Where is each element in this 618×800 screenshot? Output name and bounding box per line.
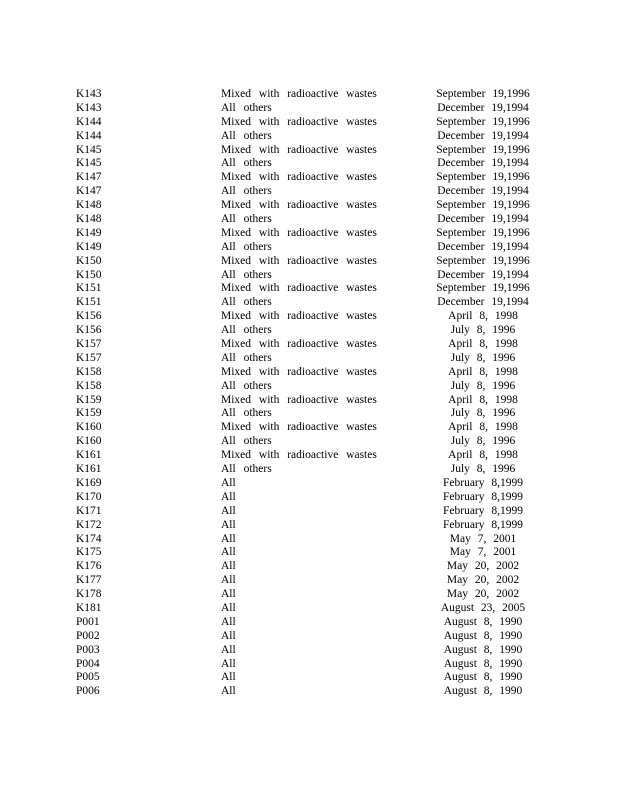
table-row — [0, 282, 618, 296]
waste-description: All — [221, 657, 236, 670]
waste-description: All others — [221, 101, 272, 114]
waste-code: K150 — [76, 268, 102, 281]
effective-date: July 8, 1996 — [450, 351, 516, 364]
waste-code: K158 — [76, 379, 102, 392]
effective-date: April 8, 1998 — [448, 449, 518, 462]
effective-date: September 19,1996 — [436, 199, 530, 212]
effective-date: September 19,1996 — [436, 143, 530, 156]
waste-code: K147 — [76, 171, 102, 184]
waste-description: All others — [221, 379, 272, 392]
waste-code: K157 — [76, 351, 102, 364]
effective-date: December 19,1994 — [437, 296, 529, 309]
waste-code: K161 — [76, 463, 102, 476]
waste-code: K160 — [76, 421, 102, 434]
waste-code: K156 — [76, 310, 102, 323]
table-row — [0, 213, 618, 227]
waste-description: All — [221, 546, 236, 559]
waste-code: P001 — [76, 615, 100, 628]
table-row — [0, 644, 618, 658]
waste-description: Mixed with radioactive wastes — [221, 226, 377, 239]
waste-code: K174 — [76, 532, 102, 545]
waste-description: Mixed with radioactive wastes — [221, 393, 377, 406]
effective-date: August 23, 2005 — [440, 601, 526, 614]
table-row — [0, 685, 618, 699]
waste-description: All — [221, 490, 236, 503]
effective-date: September 19,1996 — [436, 254, 530, 267]
waste-code: K156 — [76, 324, 102, 337]
effective-date: December 19,1994 — [437, 268, 529, 281]
waste-code: K160 — [76, 435, 102, 448]
waste-description: Mixed with radioactive wastes — [221, 282, 377, 295]
waste-code: K157 — [76, 338, 102, 351]
waste-code: K172 — [76, 518, 102, 531]
effective-date: April 8, 1998 — [448, 310, 518, 323]
effective-date: April 8, 1998 — [448, 393, 518, 406]
waste-code: K148 — [76, 199, 102, 212]
waste-description: All others — [221, 129, 272, 142]
effective-date: August 8, 1990 — [443, 685, 523, 698]
waste-code: K151 — [76, 282, 102, 295]
waste-code: P006 — [76, 685, 100, 698]
waste-description: Mixed with radioactive wastes — [221, 115, 377, 128]
waste-description: Mixed with radioactive wastes — [221, 171, 377, 184]
effective-date: May 20, 2002 — [446, 588, 520, 601]
table-row — [0, 88, 618, 102]
waste-description: All others — [221, 324, 272, 337]
waste-description: Mixed with radioactive wastes — [221, 338, 377, 351]
table-row — [0, 227, 618, 241]
effective-date: May 7, 2001 — [449, 532, 517, 545]
table-row — [0, 157, 618, 171]
waste-code: K148 — [76, 213, 102, 226]
waste-code: P004 — [76, 657, 100, 670]
table-row — [0, 185, 618, 199]
waste-description: All others — [221, 157, 272, 170]
effective-date: July 8, 1996 — [450, 463, 516, 476]
waste-description: Mixed with radioactive wastes — [221, 88, 377, 100]
waste-description: Mixed with radioactive wastes — [221, 449, 377, 462]
table-row — [0, 477, 618, 491]
waste-code: P002 — [76, 629, 100, 642]
table-row — [0, 491, 618, 505]
waste-description: All — [221, 643, 236, 656]
table-row — [0, 366, 618, 380]
effective-date: August 8, 1990 — [443, 671, 523, 684]
waste-code: K169 — [76, 476, 102, 489]
effective-date: February 8,1999 — [442, 518, 523, 531]
waste-code: K149 — [76, 226, 102, 239]
waste-code: K161 — [76, 449, 102, 462]
waste-description: All others — [221, 185, 272, 198]
effective-date: December 19,1994 — [437, 213, 529, 226]
waste-code: K150 — [76, 254, 102, 267]
waste-code: P005 — [76, 671, 100, 684]
waste-code: K144 — [76, 115, 102, 128]
waste-description: All others — [221, 435, 272, 448]
waste-code: K143 — [76, 101, 102, 114]
waste-code: K145 — [76, 143, 102, 156]
waste-description: All — [221, 504, 236, 517]
effective-date: February 8,1999 — [442, 504, 523, 517]
table-row — [0, 671, 618, 685]
effective-date: July 8, 1996 — [450, 435, 516, 448]
waste-description: Mixed with radioactive wastes — [221, 421, 377, 434]
waste-code: K151 — [76, 296, 102, 309]
waste-description: All — [221, 615, 236, 628]
effective-date: September 19,1996 — [436, 226, 530, 239]
effective-date: May 7, 2001 — [449, 546, 517, 559]
effective-date: December 19,1994 — [437, 101, 529, 114]
effective-date: December 19,1994 — [437, 129, 529, 142]
waste-description: All — [221, 601, 236, 614]
table-row — [0, 171, 618, 185]
waste-code: P003 — [76, 643, 100, 656]
waste-code: K171 — [76, 504, 102, 517]
table-row — [0, 380, 618, 394]
waste-description: All — [221, 532, 236, 545]
table-row — [0, 130, 618, 144]
waste-description: All — [221, 588, 236, 601]
waste-code: K176 — [76, 560, 102, 573]
table-row — [0, 602, 618, 616]
waste-description: All others — [221, 268, 272, 281]
waste-code: K147 — [76, 185, 102, 198]
effective-date: December 19,1994 — [437, 240, 529, 253]
table-row — [0, 296, 618, 310]
waste-description: Mixed with radioactive wastes — [221, 143, 377, 156]
table-row — [0, 255, 618, 269]
waste-code: K178 — [76, 588, 102, 601]
waste-description: Mixed with radioactive wastes — [221, 199, 377, 212]
effective-date: May 20, 2002 — [446, 560, 520, 573]
waste-code: K143 — [76, 88, 102, 100]
waste-code: K144 — [76, 129, 102, 142]
table-row — [0, 574, 618, 588]
effective-date: September 19,1996 — [436, 115, 530, 128]
waste-description: Mixed with radioactive wastes — [221, 365, 377, 378]
waste-description: All — [221, 671, 236, 684]
effective-date: July 8, 1996 — [450, 379, 516, 392]
effective-date: February 8,1999 — [442, 490, 523, 503]
waste-code: K149 — [76, 240, 102, 253]
waste-description: All others — [221, 213, 272, 226]
waste-description: All others — [221, 240, 272, 253]
table-row — [0, 407, 618, 421]
waste-description: All — [221, 629, 236, 642]
waste-code: K181 — [76, 601, 102, 614]
effective-date: September 19,1996 — [436, 171, 530, 184]
table-row — [0, 658, 618, 672]
waste-description: All — [221, 560, 236, 573]
table-row — [0, 546, 618, 560]
table-row — [0, 519, 618, 533]
table-row — [0, 394, 618, 408]
table-row — [0, 310, 618, 324]
waste-description: All others — [221, 463, 272, 476]
waste-description: All — [221, 518, 236, 531]
table-row — [0, 630, 618, 644]
effective-date: May 20, 2002 — [446, 574, 520, 587]
effective-date: April 8, 1998 — [448, 338, 518, 351]
effective-date: August 8, 1990 — [443, 657, 523, 670]
table-row — [0, 616, 618, 630]
table-row — [0, 102, 618, 116]
table-row — [0, 338, 618, 352]
waste-code: K175 — [76, 546, 102, 559]
table-row — [0, 505, 618, 519]
waste-code: K159 — [76, 393, 102, 406]
waste-description: Mixed with radioactive wastes — [221, 254, 377, 267]
waste-description: All others — [221, 407, 272, 420]
effective-date: December 19,1994 — [437, 185, 529, 198]
table-row — [0, 588, 618, 602]
waste-description: All — [221, 476, 236, 489]
table-row — [0, 269, 618, 283]
waste-description: Mixed with radioactive wastes — [221, 310, 377, 323]
table-row — [0, 449, 618, 463]
effective-date: April 8, 1998 — [448, 421, 518, 434]
table-row — [0, 116, 618, 130]
table-row — [0, 241, 618, 255]
waste-code: K145 — [76, 157, 102, 170]
waste-code: K170 — [76, 490, 102, 503]
effective-date: September 19,1996 — [436, 282, 530, 295]
waste-code-table — [0, 88, 618, 699]
table-row — [0, 560, 618, 574]
table-row — [0, 199, 618, 213]
table-row — [0, 533, 618, 547]
waste-description: All — [221, 685, 236, 698]
waste-description: All — [221, 574, 236, 587]
table-row — [0, 144, 618, 158]
table-row — [0, 421, 618, 435]
waste-code: K159 — [76, 407, 102, 420]
table-row — [0, 352, 618, 366]
table-row — [0, 463, 618, 477]
table-row — [0, 435, 618, 449]
effective-date: April 8, 1998 — [448, 365, 518, 378]
effective-date: August 8, 1990 — [443, 629, 523, 642]
table-row — [0, 324, 618, 338]
waste-code: K158 — [76, 365, 102, 378]
effective-date: December 19,1994 — [437, 157, 529, 170]
waste-code: K177 — [76, 574, 102, 587]
effective-date: August 8, 1990 — [443, 643, 523, 656]
waste-description: All others — [221, 351, 272, 364]
effective-date: July 8, 1996 — [450, 407, 516, 420]
effective-date: July 8, 1996 — [450, 324, 516, 337]
waste-description: All others — [221, 296, 272, 309]
effective-date: February 8,1999 — [442, 476, 523, 489]
effective-date: September 19,1996 — [436, 88, 530, 100]
effective-date: August 8, 1990 — [443, 615, 523, 628]
